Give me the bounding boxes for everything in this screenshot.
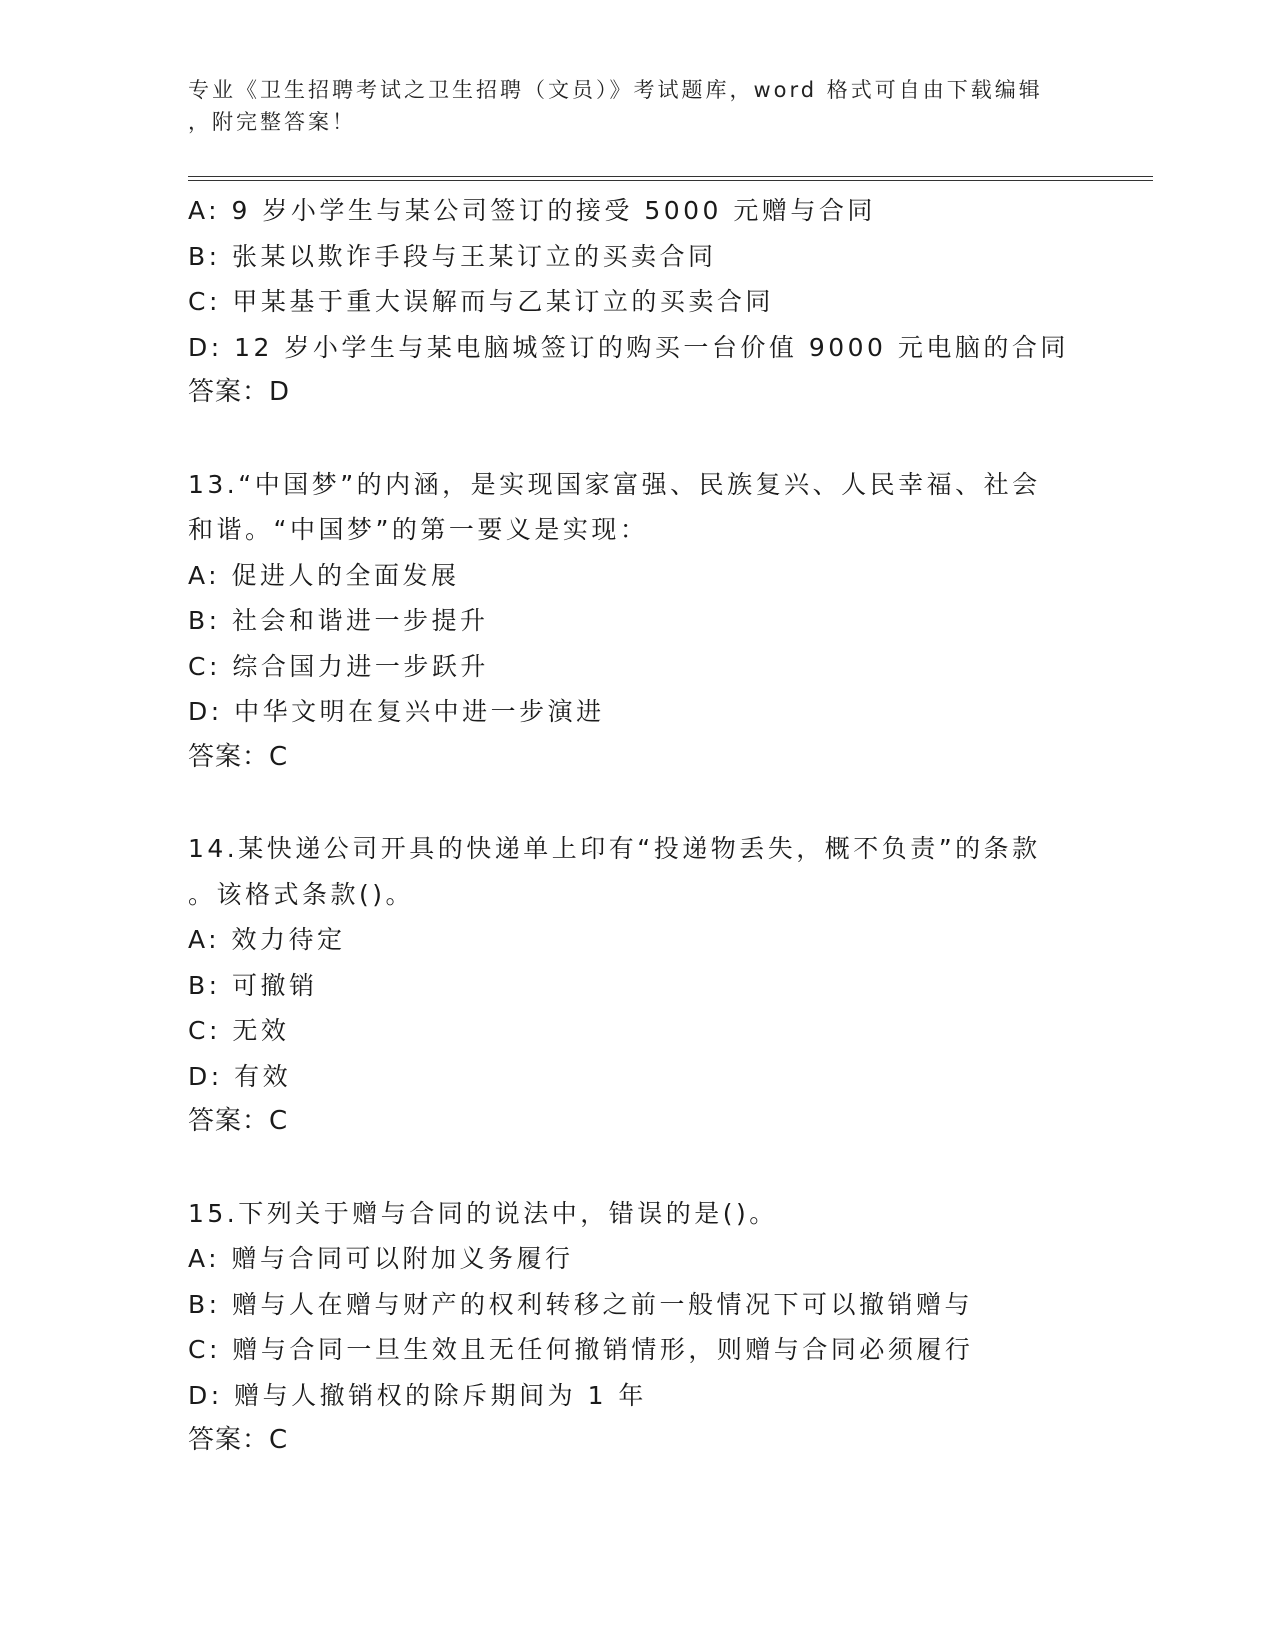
document-header	[188, 74, 1088, 138]
option-a: A: 赠与合同可以附加义务履行	[188, 1244, 574, 1273]
option-d: D: 赠与人撤销权的除斥期间为 1 年	[188, 1380, 647, 1410]
header-double-rule	[188, 176, 1153, 181]
option-b: B: 社会和谐进一步提升	[188, 606, 489, 635]
answer-label: 答案：C	[188, 1425, 289, 1455]
option-c: C: 无效	[188, 1016, 290, 1045]
header-line-2: ，附完整答案！	[188, 110, 356, 134]
question-stem: 15.下列关于赠与合同的说法中，错误的是()。	[188, 1198, 778, 1228]
answer-label: 答案：C	[188, 741, 289, 772]
question-13	[188, 462, 1108, 781]
spacer	[188, 1145, 1108, 1191]
option-c: C: 赠与合同一旦生效且无任何撤销情形，则赠与合同必须履行	[188, 1335, 974, 1364]
question-stem-continued: 。该格式条款()。	[188, 879, 415, 909]
question-list	[188, 188, 1108, 1464]
question-15	[188, 1191, 1108, 1464]
option-c: C: 综合国力进一步跃升	[188, 651, 489, 681]
spacer	[188, 416, 1108, 462]
option-d: D: 中华文明在复兴中进一步演进	[188, 697, 605, 726]
option-a: A: 9 岁小学生与某公司签订的接受 5000 元赠与合同	[188, 196, 876, 225]
option-a: A: 效力待定	[188, 925, 346, 954]
option-c: C: 甲某基于重大误解而与乙某订立的买卖合同	[188, 287, 774, 316]
option-b: B: 可撤销	[188, 970, 318, 1000]
question-stem: 14.某快递公司开具的快递单上印有“投递物丢失，概不负责”的条款	[188, 834, 1041, 863]
spacer	[188, 780, 1108, 826]
question-14	[188, 826, 1108, 1145]
question-12	[188, 188, 1108, 416]
option-b: B: 赠与人在赠与财产的权利转移之前一般情况下可以撤销赠与	[188, 1289, 974, 1319]
question-stem: 13.“中国梦”的内涵，是实现国家富强、民族复兴、人民幸福、社会	[188, 469, 1041, 499]
option-b: B: 张某以欺诈手段与王某订立的买卖合同	[188, 241, 717, 271]
option-d: D: 12 岁小学生与某电脑城签订的购买一台价值 9000 元电脑的合同	[188, 332, 1069, 362]
option-d: D: 有效	[188, 1061, 292, 1091]
answer-label: 答案：D	[188, 377, 291, 407]
option-a: A: 促进人的全面发展	[188, 560, 460, 590]
question-stem-continued: 和谐。“中国梦”的第一要义是实现：	[188, 515, 649, 544]
header-line-1: 专业《卫生招聘考试之卫生招聘（文员）》考试题库，word 格式可自由下载编辑	[188, 78, 1043, 102]
answer-label: 答案：C	[188, 1106, 289, 1136]
